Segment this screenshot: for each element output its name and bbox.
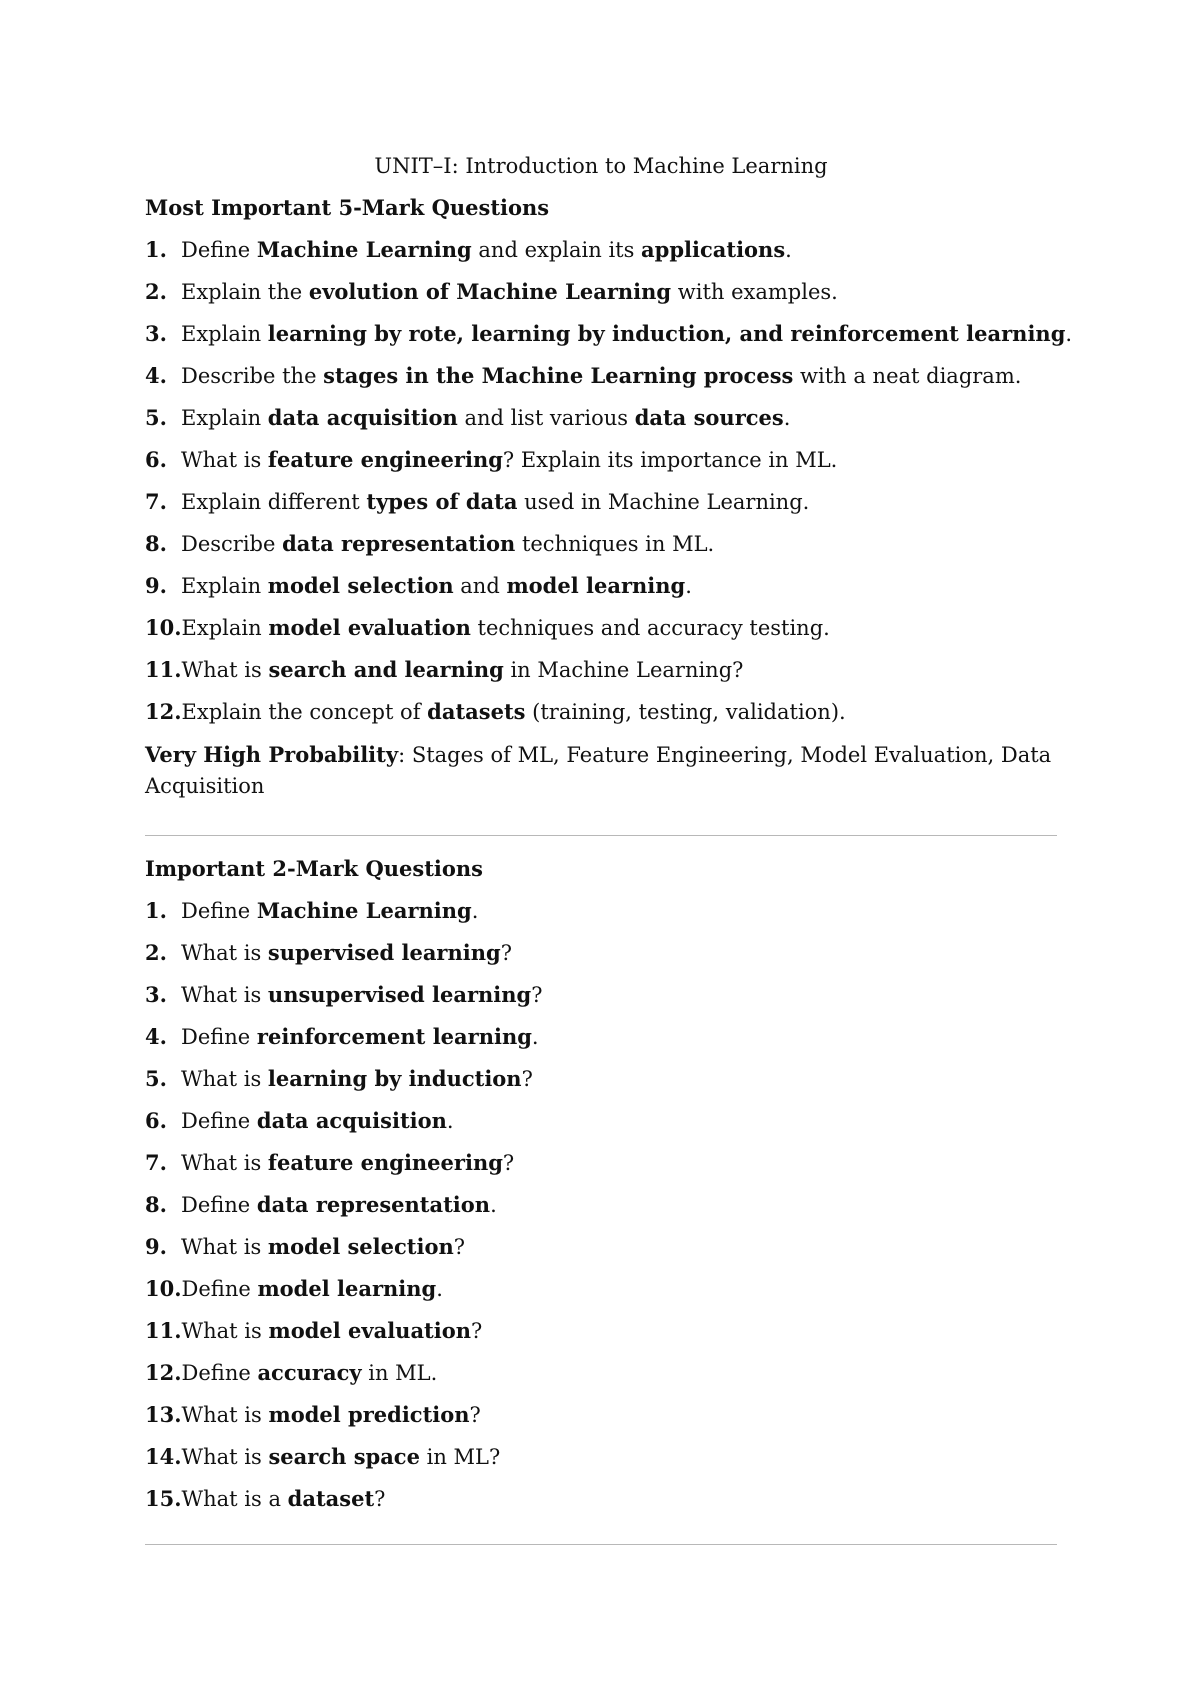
question-text: (training, testing, validation).: [525, 700, 846, 724]
question-item: [145, 607, 1057, 649]
question-text: What is: [181, 941, 268, 965]
question-keyword: datasets: [427, 699, 526, 724]
question-keyword: data acquisition: [256, 1108, 447, 1133]
question-number: 8.: [145, 1192, 167, 1217]
question-text: Explain: [181, 616, 269, 640]
question-text: ?: [521, 1067, 533, 1091]
question-text: .: [1065, 322, 1073, 346]
question-keyword: dataset: [287, 1486, 375, 1511]
question-keyword: model selection: [267, 573, 454, 598]
question-text: ?: [531, 983, 543, 1007]
question-text: Define: [181, 1025, 257, 1049]
probability-label: Very High Probability: [145, 742, 399, 767]
question-number: 9.: [145, 1234, 167, 1259]
question-keyword: data sources: [634, 405, 784, 430]
question-item: [145, 1436, 1057, 1478]
question-number: 7.: [145, 489, 167, 514]
question-item: [145, 932, 1057, 974]
question-text: techniques and accuracy testing.: [470, 616, 830, 640]
question-number: 2.: [145, 279, 167, 304]
question-text: What is: [181, 1403, 269, 1427]
question-number: 15.: [145, 1486, 182, 1511]
question-text: Explain the: [181, 280, 309, 304]
question-item: [145, 1352, 1057, 1394]
question-text: ?: [469, 1403, 481, 1427]
question-number: 11.: [145, 657, 182, 682]
question-item: [145, 1226, 1057, 1268]
question-keyword: Machine Learning: [256, 898, 472, 923]
question-text: .: [490, 1193, 497, 1217]
question-text: in Machine Learning?: [503, 658, 744, 682]
section-divider: [145, 1544, 1057, 1545]
question-number: 2.: [145, 940, 167, 965]
question-keyword: data representation: [256, 1192, 491, 1217]
question-text: Define: [181, 1277, 258, 1301]
question-text: What is: [181, 448, 268, 472]
question-number: 1.: [145, 898, 167, 923]
question-text: ? Explain its importance in ML.: [502, 448, 838, 472]
question-item: [145, 691, 1057, 733]
question-text: What is: [181, 1235, 268, 1259]
question-keyword: model evaluation: [268, 1318, 472, 1343]
question-text: .: [531, 1025, 539, 1049]
question-number: 12.: [145, 699, 182, 724]
question-item: [145, 974, 1057, 1016]
question-keyword: model learning: [506, 573, 686, 598]
question-text: Explain: [181, 322, 268, 346]
question-text: Explain: [181, 574, 268, 598]
question-number: 5.: [145, 1066, 167, 1091]
question-item: [145, 1016, 1057, 1058]
question-text: with examples.: [671, 280, 838, 304]
question-keyword: stages in the Machine Learning process: [323, 363, 794, 388]
question-text: and: [453, 574, 507, 598]
question-number: 14.: [145, 1444, 182, 1469]
question-text: and explain its: [471, 238, 642, 262]
question-text: and list various: [457, 406, 635, 430]
question-keyword: applications: [641, 237, 786, 262]
question-number: 6.: [145, 1108, 167, 1133]
question-keyword: evolution of Machine Learning: [308, 279, 672, 304]
question-text: What is: [181, 1067, 268, 1091]
question-item: [145, 1100, 1057, 1142]
question-text: ?: [500, 941, 512, 965]
five-mark-list: [145, 229, 1073, 733]
question-keyword: feature engineering: [267, 447, 503, 472]
question-text: Explain: [181, 406, 268, 430]
question-text: ?: [453, 1235, 466, 1259]
question-item: [145, 523, 1057, 565]
question-text: Explain the concept of: [181, 700, 428, 724]
question-keyword: model selection: [267, 1234, 454, 1259]
question-keyword: search and learning: [268, 657, 504, 682]
question-text: What is: [181, 983, 268, 1007]
question-item: [145, 439, 1057, 481]
question-text: used in Machine Learning.: [517, 490, 810, 514]
question-item: [145, 313, 1073, 355]
question-number: 1.: [145, 237, 167, 262]
probability-text: : Stages of ML, Feature Engineering, Model Evaluation, Data Acquisition: [145, 743, 1052, 798]
two-mark-heading: Important 2-Mark Questions: [145, 856, 484, 881]
question-keyword: feature engineering: [267, 1150, 503, 1175]
question-item: [145, 271, 1057, 313]
question-item: [145, 229, 1057, 271]
question-item: [145, 649, 1057, 691]
question-text: Define: [181, 899, 257, 923]
question-text: Define: [181, 1109, 257, 1133]
question-text: .: [436, 1277, 443, 1301]
question-text: Explain different: [181, 490, 367, 514]
document-page: [145, 135, 1073, 1545]
question-text: Define: [181, 238, 257, 262]
question-text: .: [446, 1109, 454, 1133]
question-keyword: learning by induction: [267, 1066, 522, 1091]
question-keyword: data representation: [282, 531, 516, 556]
question-number: 4.: [145, 363, 167, 388]
two-mark-list: [145, 890, 1057, 1520]
question-item: [145, 890, 1057, 932]
question-item: [145, 1478, 1057, 1520]
question-keyword: reinforcement learning: [256, 1024, 532, 1049]
question-text: in ML.: [361, 1361, 438, 1385]
question-item: [145, 481, 1057, 523]
question-keyword: model evaluation: [268, 615, 471, 640]
question-number: 3.: [145, 982, 167, 1007]
question-text: .: [685, 574, 692, 598]
question-keyword: accuracy: [257, 1360, 362, 1385]
question-item: [145, 1058, 1057, 1100]
question-item: [145, 397, 1057, 439]
question-text: Describe: [181, 532, 283, 556]
question-item: [145, 1310, 1057, 1352]
probability-note: [145, 739, 1057, 802]
question-text: in ML?: [419, 1445, 501, 1469]
question-keyword: types of data: [366, 489, 518, 514]
question-item: [145, 1142, 1057, 1184]
question-text: with a neat diagram.: [793, 364, 1022, 388]
question-item: [145, 1268, 1057, 1310]
question-number: 4.: [145, 1024, 167, 1049]
question-item: [145, 1184, 1057, 1226]
question-number: 5.: [145, 405, 167, 430]
question-number: 13.: [145, 1402, 182, 1427]
question-text: Define: [181, 1193, 257, 1217]
question-number: 10.: [145, 615, 182, 640]
question-keyword: Machine Learning: [256, 237, 472, 262]
question-number: 9.: [145, 573, 167, 598]
question-keyword: model learning: [257, 1276, 437, 1301]
question-text: What is: [181, 658, 269, 682]
question-number: 10.: [145, 1276, 182, 1301]
question-text: What is: [181, 1445, 269, 1469]
question-keyword: data acquisition: [267, 405, 458, 430]
question-text: Describe the: [181, 364, 324, 388]
question-keyword: unsupervised learning: [267, 982, 532, 1007]
question-number: 3.: [145, 321, 167, 346]
question-text: .: [471, 899, 479, 923]
question-keyword: learning by rote, learning by induction, and reinforcement learning: [267, 321, 1066, 346]
question-keyword: model prediction: [268, 1402, 470, 1427]
question-number: 11.: [145, 1318, 182, 1343]
question-number: 12.: [145, 1360, 182, 1385]
question-text: .: [783, 406, 791, 430]
question-number: 7.: [145, 1150, 167, 1175]
question-text: .: [785, 238, 792, 262]
page-title: UNIT–I: Introduction to Machine Learning: [374, 154, 828, 178]
question-text: techniques in ML.: [515, 532, 715, 556]
question-number: 8.: [145, 531, 167, 556]
question-number: 6.: [145, 447, 167, 472]
question-keyword: search space: [268, 1444, 420, 1469]
question-text: ?: [471, 1319, 483, 1343]
section-divider: [145, 835, 1057, 836]
question-text: ?: [374, 1487, 386, 1511]
five-mark-heading: Most Important 5-Mark Questions: [145, 195, 550, 220]
question-text: ?: [502, 1151, 515, 1175]
question-item: [145, 565, 1057, 607]
question-text: Define: [181, 1361, 258, 1385]
question-item: [145, 355, 1057, 397]
question-text: What is: [181, 1151, 268, 1175]
question-keyword: supervised learning: [267, 940, 501, 965]
question-item: [145, 1394, 1057, 1436]
question-text: What is: [181, 1319, 269, 1343]
question-text: What is a: [181, 1487, 288, 1511]
